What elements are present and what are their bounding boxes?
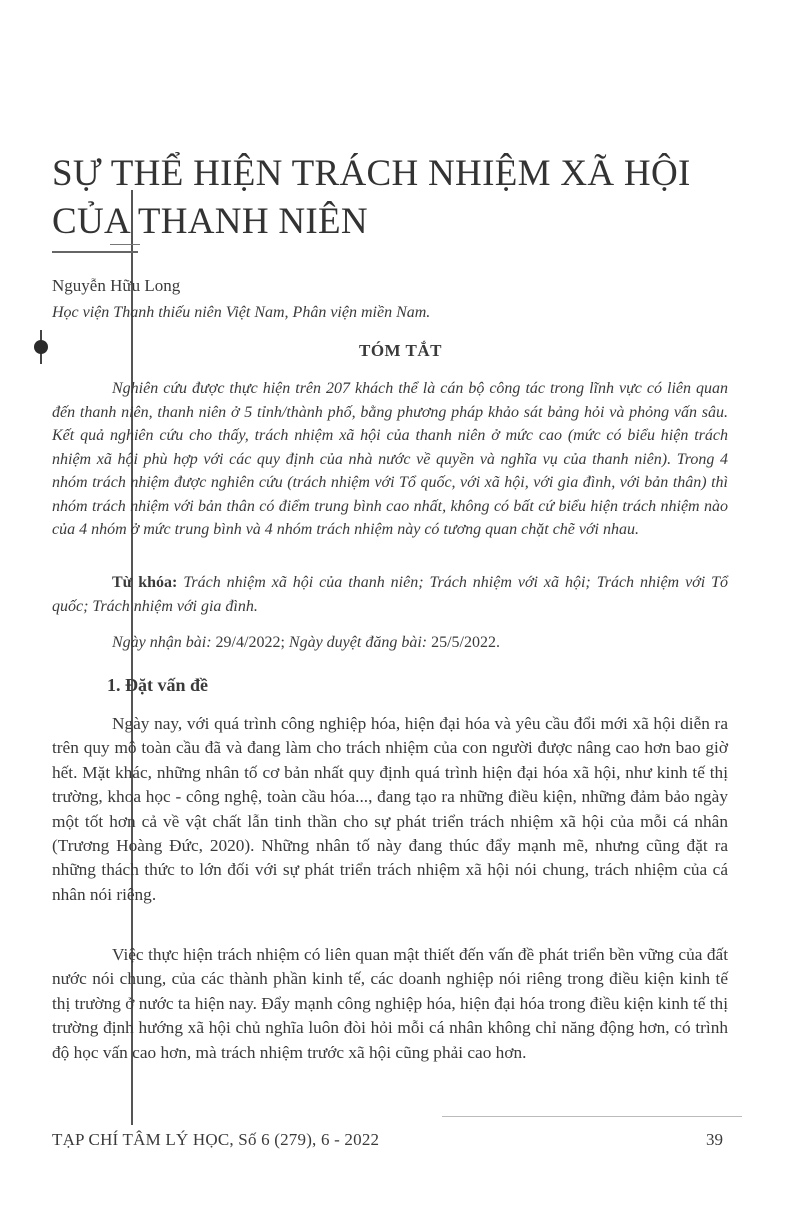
article-dates: [112, 632, 732, 654]
page-number: 39: [706, 1130, 723, 1149]
title-underline: [52, 251, 138, 253]
keywords: [52, 571, 728, 618]
received-label: Ngày nhận bài:: [112, 634, 212, 651]
body-paragraph: Ngày nay, với quá trình công nghiệp hóa, hiện đại hóa và yêu cầu đổi mới xã hội diễn ra trên quy mô toàn cầu đã và đang làm cho trách nhiệm của con người được nâng cao hơn bao giờ hết. Mặt khác, những nhân tố cơ bản nhất quy định quá trình hiện đại hóa xã hội, như kinh tế thị trường, khoa học - công nghệ, toàn cầu hóa..., đang tạo ra những điều kiện, những đảm bảo ngày một tốt hơn cả về vật chất lẫn tinh thần cho sự phát triển trách nhiệm xã hội của mỗi cá nhân (Trương Hoàng Đức, 2020). Những nhân tố này đang thúc đẩy mạnh mẽ, nhưng cũng đặt ra những thách thức to lớn đối với sự phát triển trách nhiệm xã hội nói chung, trách nhiệm của cá nhân nói riêng.: [52, 714, 728, 904]
title-underline-accent: [110, 244, 140, 245]
footer-rule: [442, 1116, 742, 1117]
title-line-1: SỰ THỂ HIỆN TRÁCH NHIỆM XÃ HỘI: [52, 153, 691, 194]
article-title: [52, 150, 752, 246]
section-heading: 1. Đặt vấn đề: [107, 675, 209, 695]
keywords-label: Từ khóa:: [112, 574, 178, 591]
received-date: 29/4/2022;: [215, 634, 285, 651]
body-paragraph: Việc thực hiện trách nhiệm có liên quan mật thiết đến vấn đề phát triển bền vững của đất nước nói chung, của các thành phần kinh tế, các doanh nghiệp nói riêng trong điều kiện kinh tế thị trường ở nước ta hiện nay. Đẩy mạnh công nghiệp hóa, hiện đại hóa trong điều kiện kinh tế thị trường định hướng xã hội chủ nghĩa luôn đòi hỏi mỗi cá nhân không chỉ năng động hơn, có trình độ học vấn cao hơn, mà trách nhiệm trước xã hội cũng phải cao hơn.: [52, 945, 728, 1062]
abstract-text: Nghiên cứu được thực hiện trên 207 khách thể là cán bộ công tác trong lĩnh vực có liên quan đến thanh niên, thanh niên ở 5 tỉnh/thành phố, bằng phương pháp khảo sát bảng hỏi và phỏng vấn sâu. Kết quả nghiên cứu cho thấy, trách nhiệm xã hội của thanh niên ở mức cao (mức có biểu hiện trách nhiệm xã hội phù hợp với các quy định của nhà nước về quyền và nghĩa vụ của thanh niên). Trong 4 nhóm trách nhiệm được nghiên cứu (trách nhiệm với Tổ quốc, với xã hội, với gia đình, với bản thân) thì nhóm trách nhiệm với bản thân có điểm trung bình cao nhất, không có bất cứ biểu hiện trách nhiệm nào của 4 nhóm ở mức trung bình và 4 nhóm trách nhiệm này có tương quan chặt chẽ với nhau.: [52, 380, 728, 538]
title-line-2: CỦA THANH NIÊN: [52, 201, 368, 242]
approved-date: 25/5/2022.: [431, 634, 500, 651]
approved-label: Ngày duyệt đăng bài:: [288, 634, 428, 651]
author-affiliation: Học viện Thanh thiếu niên Việt Nam, Phân viện miền Nam.: [52, 304, 431, 321]
keywords-text: Trách nhiệm xã hội của thanh niên; Trách nhiệm với xã hội; Trách nhiệm với Tổ quốc; Trách nhiệm với gia đình.: [52, 574, 729, 615]
author-name: Nguyễn Hữu Long: [52, 276, 181, 295]
abstract-heading: TÓM TẮT: [358, 341, 442, 360]
journal-footer: TẠP CHÍ TÂM LÝ HỌC, Số 6 (279), 6 - 2022: [52, 1130, 380, 1149]
